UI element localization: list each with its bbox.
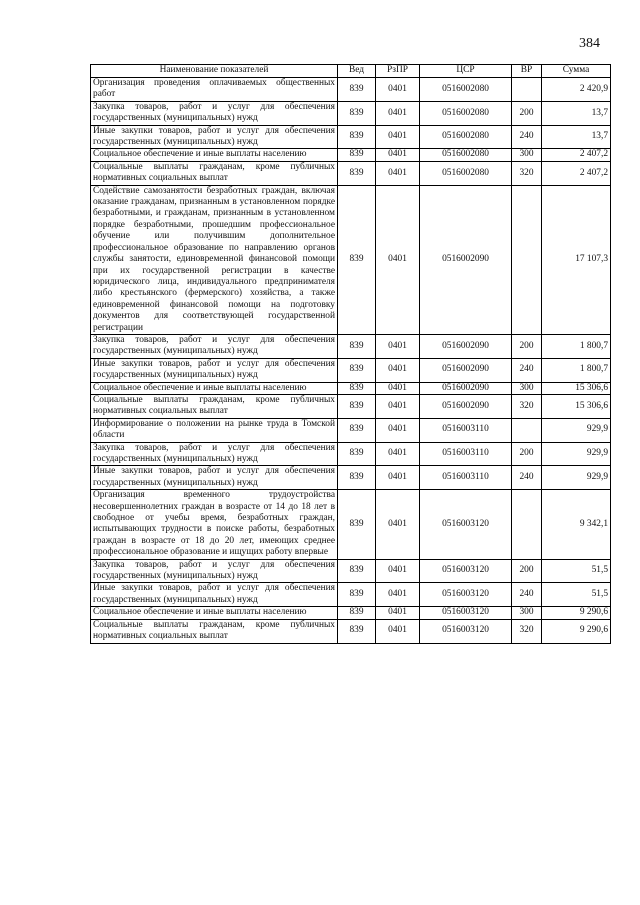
row-sum-cell: 2 407,2 [542, 161, 611, 185]
row-rzpr-cell: 0401 [376, 619, 420, 643]
row-vr-cell: 240 [512, 358, 542, 382]
row-vr-cell: 320 [512, 161, 542, 185]
row-rzpr-cell: 0401 [376, 490, 420, 559]
row-csr-cell: 0516002090 [420, 185, 512, 334]
row-vr-cell [512, 418, 542, 442]
row-csr-cell: 0516003120 [420, 607, 512, 619]
row-rzpr-cell: 0401 [376, 583, 420, 607]
row-ved-cell: 839 [338, 583, 376, 607]
row-rzpr-cell: 0401 [376, 161, 420, 185]
column-header-sum: Сумма [542, 65, 611, 78]
row-ved-cell: 839 [338, 442, 376, 466]
table-row [91, 490, 611, 559]
table-row [91, 394, 611, 418]
row-name-cell: Социальное обеспечение и иные выплаты населению [91, 607, 338, 619]
row-sum-cell: 9 290,6 [542, 619, 611, 643]
row-vr-cell [512, 490, 542, 559]
row-name-cell: Закупка товаров, работ и услуг для обеспечения государственных (муниципальных) нужд [91, 101, 338, 125]
row-vr-cell: 300 [512, 382, 542, 394]
row-rzpr-cell: 0401 [376, 466, 420, 490]
row-vr-cell: 300 [512, 149, 542, 161]
row-rzpr-cell: 0401 [376, 149, 420, 161]
row-ved-cell: 839 [338, 161, 376, 185]
row-name-cell: Закупка товаров, работ и услуг для обеспечения государственных (муниципальных) нужд [91, 442, 338, 466]
table-row [91, 334, 611, 358]
row-ved-cell: 839 [338, 490, 376, 559]
row-rzpr-cell: 0401 [376, 382, 420, 394]
table-row [91, 583, 611, 607]
row-name-cell: Социальное обеспечение и иные выплаты населению [91, 382, 338, 394]
row-sum-cell: 13,7 [542, 125, 611, 149]
row-csr-cell: 0516003110 [420, 418, 512, 442]
row-csr-cell: 0516002090 [420, 382, 512, 394]
column-header-ved: Вед [338, 65, 376, 78]
row-csr-cell: 0516003120 [420, 490, 512, 559]
row-csr-cell: 0516002090 [420, 394, 512, 418]
budget-table [90, 64, 611, 644]
row-vr-cell [512, 78, 542, 102]
row-rzpr-cell: 0401 [376, 607, 420, 619]
row-sum-cell: 929,9 [542, 466, 611, 490]
table-row [91, 559, 611, 583]
column-header-rzpr: РзПР [376, 65, 420, 78]
row-sum-cell: 2 420,9 [542, 78, 611, 102]
row-rzpr-cell: 0401 [376, 125, 420, 149]
row-vr-cell: 300 [512, 607, 542, 619]
table-row [91, 78, 611, 102]
page-number: 384 [579, 36, 600, 51]
row-name-cell: Информирование о положении на рынке труда в Томской области [91, 418, 338, 442]
table-row [91, 466, 611, 490]
row-vr-cell: 200 [512, 101, 542, 125]
row-name-cell: Закупка товаров, работ и услуг для обеспечения государственных (муниципальных) нужд [91, 559, 338, 583]
row-vr-cell: 240 [512, 583, 542, 607]
row-rzpr-cell: 0401 [376, 185, 420, 334]
row-vr-cell: 320 [512, 619, 542, 643]
row-sum-cell: 51,5 [542, 559, 611, 583]
row-sum-cell: 9 342,1 [542, 490, 611, 559]
table-row [91, 418, 611, 442]
row-sum-cell: 13,7 [542, 101, 611, 125]
row-name-cell: Социальные выплаты гражданам, кроме публичных нормативных социальных выплат [91, 619, 338, 643]
table-row [91, 185, 611, 334]
row-ved-cell: 839 [338, 358, 376, 382]
row-ved-cell: 839 [338, 101, 376, 125]
row-rzpr-cell: 0401 [376, 559, 420, 583]
row-rzpr-cell: 0401 [376, 334, 420, 358]
row-vr-cell: 200 [512, 442, 542, 466]
row-ved-cell: 839 [338, 394, 376, 418]
table-row [91, 125, 611, 149]
row-vr-cell: 200 [512, 334, 542, 358]
row-name-cell: Иные закупки товаров, работ и услуг для обеспечения государственных (муниципальных) нужд [91, 358, 338, 382]
row-ved-cell: 839 [338, 149, 376, 161]
row-sum-cell: 1 800,7 [542, 334, 611, 358]
row-vr-cell: 240 [512, 125, 542, 149]
row-ved-cell: 839 [338, 466, 376, 490]
table-row [91, 161, 611, 185]
row-ved-cell: 839 [338, 418, 376, 442]
row-vr-cell: 200 [512, 559, 542, 583]
table-row [91, 358, 611, 382]
table-header-row [91, 65, 611, 78]
row-rzpr-cell: 0401 [376, 394, 420, 418]
row-sum-cell: 929,9 [542, 442, 611, 466]
row-rzpr-cell: 0401 [376, 442, 420, 466]
row-csr-cell: 0516002080 [420, 161, 512, 185]
row-name-cell: Социальные выплаты гражданам, кроме публичных нормативных социальных выплат [91, 394, 338, 418]
row-sum-cell: 1 800,7 [542, 358, 611, 382]
column-header-csr: ЦСР [420, 65, 512, 78]
row-csr-cell: 0516002080 [420, 149, 512, 161]
row-csr-cell: 0516002090 [420, 358, 512, 382]
row-csr-cell: 0516002090 [420, 334, 512, 358]
row-ved-cell: 839 [338, 185, 376, 334]
row-rzpr-cell: 0401 [376, 418, 420, 442]
table-row [91, 382, 611, 394]
row-vr-cell [512, 185, 542, 334]
row-name-cell: Организация проведения оплачиваемых общественных работ [91, 78, 338, 102]
row-rzpr-cell: 0401 [376, 78, 420, 102]
row-sum-cell: 15 306,6 [542, 382, 611, 394]
row-csr-cell: 0516003110 [420, 466, 512, 490]
row-csr-cell: 0516003120 [420, 559, 512, 583]
row-rzpr-cell: 0401 [376, 358, 420, 382]
row-name-cell: Иные закупки товаров, работ и услуг для обеспечения государственных (муниципальных) нужд [91, 583, 338, 607]
table-row [91, 101, 611, 125]
table-row [91, 149, 611, 161]
row-ved-cell: 839 [338, 78, 376, 102]
table-row [91, 442, 611, 466]
row-ved-cell: 839 [338, 125, 376, 149]
row-ved-cell: 839 [338, 382, 376, 394]
row-ved-cell: 839 [338, 334, 376, 358]
row-ved-cell: 839 [338, 607, 376, 619]
row-sum-cell: 15 306,6 [542, 394, 611, 418]
row-ved-cell: 839 [338, 559, 376, 583]
column-header-vr: ВР [512, 65, 542, 78]
row-name-cell: Закупка товаров, работ и услуг для обеспечения государственных (муниципальных) нужд [91, 334, 338, 358]
row-sum-cell: 51,5 [542, 583, 611, 607]
row-name-cell: Организация временного трудоустройства несовершеннолетних граждан в возрасте от 14 до 18 лет в свободное от учебы время, безработных граждан, испытывающих трудности в поиске работы, безработных граждан в возрасте от 18 до 20 лет, имеющих среднее профессиональное образование и ищущих работу впервые [91, 490, 338, 559]
row-sum-cell: 17 107,3 [542, 185, 611, 334]
row-vr-cell: 320 [512, 394, 542, 418]
row-csr-cell: 0516003120 [420, 619, 512, 643]
row-name-cell: Социальное обеспечение и иные выплаты населению [91, 149, 338, 161]
column-header-name: Наименование показателей [91, 65, 338, 78]
row-name-cell: Содействие самозанятости безработных граждан, включая оказание гражданам, признанным в установленном порядке безработными, и гражданам, признанным в установленном порядке безработными, прошедшим профессиональное обучение или получившим дополнительное профессиональное образование по направлению органов службы занятости, единовременной финансовой помощи при их государственной регистрации в качестве юридического лица, индивидуального предпринимателя либо крестьянского (фермерского) хозяйства, а также единовременной финансовой помощи на подготовку документов для соответствующей государственной регистрации [91, 185, 338, 334]
table-row [91, 607, 611, 619]
row-csr-cell: 0516002080 [420, 101, 512, 125]
row-ved-cell: 839 [338, 619, 376, 643]
row-name-cell: Иные закупки товаров, работ и услуг для обеспечения государственных (муниципальных) нужд [91, 125, 338, 149]
row-csr-cell: 0516002080 [420, 78, 512, 102]
row-csr-cell: 0516002080 [420, 125, 512, 149]
row-name-cell: Иные закупки товаров, работ и услуг для обеспечения государственных (муниципальных) нужд [91, 466, 338, 490]
row-sum-cell: 9 290,6 [542, 607, 611, 619]
row-rzpr-cell: 0401 [376, 101, 420, 125]
table-row [91, 619, 611, 643]
row-sum-cell: 929,9 [542, 418, 611, 442]
row-csr-cell: 0516003110 [420, 442, 512, 466]
row-csr-cell: 0516003120 [420, 583, 512, 607]
row-vr-cell: 240 [512, 466, 542, 490]
row-name-cell: Социальные выплаты гражданам, кроме публичных нормативных социальных выплат [91, 161, 338, 185]
row-sum-cell: 2 407,2 [542, 149, 611, 161]
